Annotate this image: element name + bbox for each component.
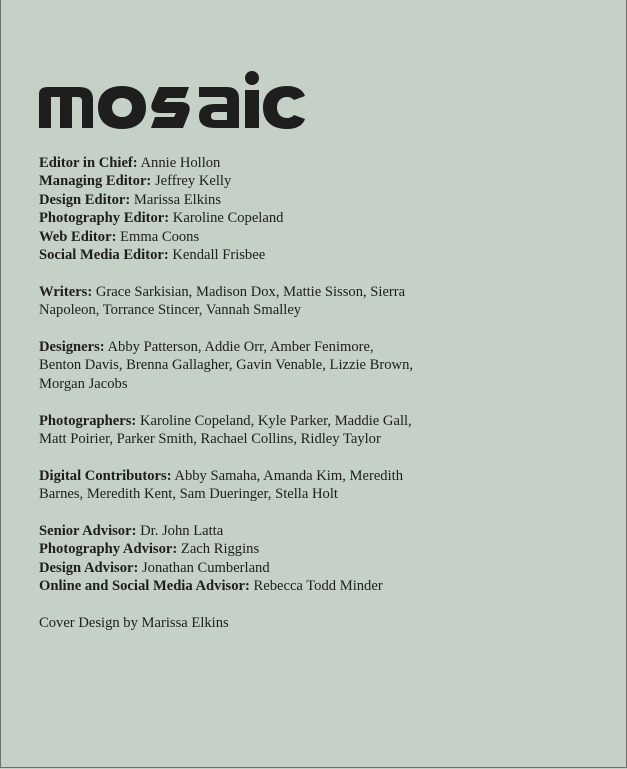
advisors-group [39,522,414,596]
designers-group [39,338,414,393]
cover-credit: Cover Design by Marissa Elkins [39,615,229,632]
advisor-line: Senior Advisor: Dr. John Latta [39,523,224,540]
staff-line: Photography Editor: Karoline Copeland [39,210,284,227]
mosaic-logo [39,70,305,130]
designers-line: Designers: Abby Patterson, Addie Orr, Amber Fenimore, Benton Davis, Brenna Gallagher, Gavin Venable, Lizzie Brown, Morgan Jacobs [39,339,414,392]
writers-group [39,283,414,320]
advisor-line: Design Advisor: Jonathan Cumberland [39,559,270,576]
writers-line: Writers: Grace Sarkisian, Madison Dox, Mattie Sisson, Sierra Napoleon, Torrance Stincer, Vannah Smalley [39,283,406,319]
staff-line: Design Editor: Marissa Elkins [39,191,222,208]
digital-contributors-group [39,467,414,504]
advisor-line: Online and Social Media Advisor: Rebecca Todd Minder [39,578,383,595]
photographers-line: Photographers: Karoline Copeland, Kyle Parker, Maddie Gall, Matt Poirier, Parker Smith, Rachael Collins, Ridley Taylor [39,412,412,448]
staff-line: Social Media Editor: Kendall Frisbee [39,247,266,264]
staff-group [39,154,414,264]
digital-contributors-line: Digital Contributors: Abby Samaha, Amanda Kim, Meredith Barnes, Meredith Kent, Sam Dueringer, Stella Holt [39,467,403,503]
masthead [39,154,414,632]
photographers-group [39,412,414,449]
staff-line: Managing Editor: Jeffrey Kelly [39,173,232,190]
advisor-line: Photography Advisor: Zach Riggins [39,541,260,558]
staff-line: Web Editor: Emma Coons [39,228,200,245]
staff-line: Editor in Chief: Annie Hollon [39,155,221,171]
